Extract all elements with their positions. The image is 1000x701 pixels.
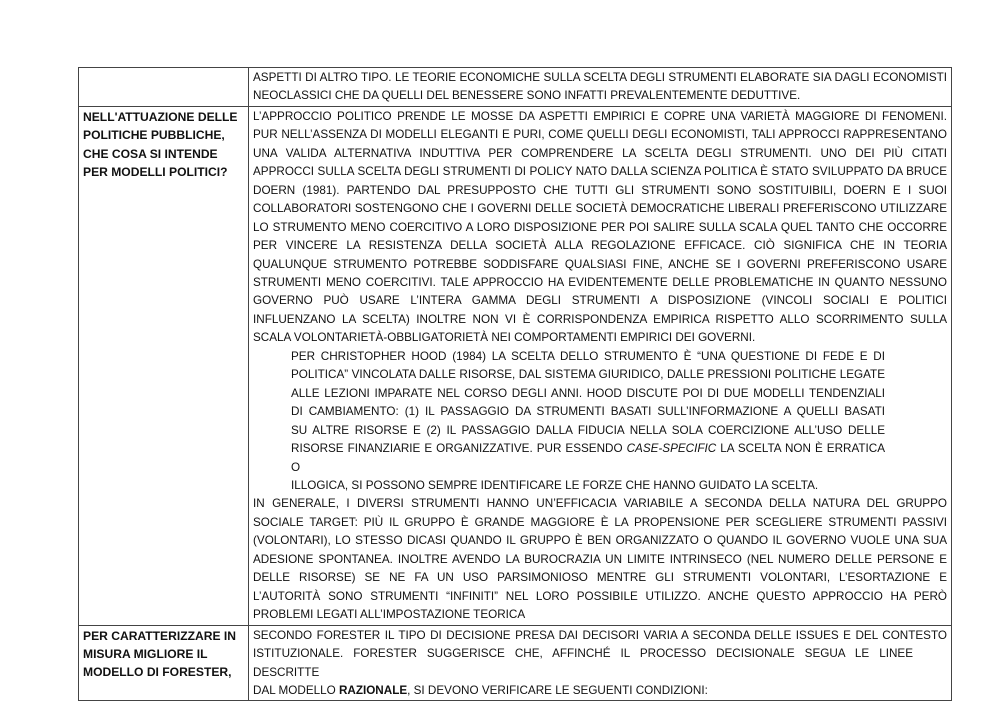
quote-line: [291, 440, 885, 477]
answer-text: , SI DEVONO VERIFICARE LE SEGUENTI CONDIZIONI:: [407, 683, 708, 697]
quote-line: ILLOGICA, SI POSSONO SEMPRE IDENTIFICARE LE FORZE CHE HANNO GUIDATO LA SCELTA.: [291, 478, 819, 492]
quote-text: RISORSE FINANZIARIE E ORGANIZZATIVE. PUR ESSENDO: [291, 442, 627, 456]
answer-line: PUR NELL’ASSENZA DI MODELLI ELEGANTI E PURI, COME QUELLI DEGLI ECONOMISTI, TALI APPROCCI RAPPRESENTANO: [253, 128, 947, 142]
answer-line: DELLE RISORSE) SE NE FA UN USO PARSIMONIOSO MENTRE GLI STRUMENTI VOLONTARI, L’ESORTAZIONE E: [253, 571, 947, 585]
question-cell: PER CARATTERIZZARE IN MISURA MIGLIORE IL MODELLO DI FORESTER,: [79, 625, 249, 701]
answer-line: [253, 682, 947, 700]
answer-cell: [249, 68, 952, 107]
answer-line: COLLABORATORI SOSTENGONO CHE I GOVERNI DELLE SOCIETÀ DEMOCRATICHE LIBERALI PREFERISCONO UTILIZZARE: [253, 202, 947, 216]
answer-line: PER VINCERE LA RESISTENZA DELLA SOCIETÀ ALLA REGOLAZIONE EFFICACE. CIÒ SIGNIFICA CHE IN TEORIA: [253, 239, 947, 253]
question-cell: NELL'ATTUAZIONE DELLE POLITICHE PUBBLICHE, CHE COSA SI INTENDE PER MODELLI POLITICI?: [79, 106, 249, 625]
answer-line: NEOCLASSICI CHE DA QUELLI DEL BENESSERE SONO INFATTI PREVALENTEMENTE DEDUTTIVE.: [253, 89, 801, 103]
answer-line: SECONDO FORESTER IL TIPO DI DECISIONE PRESA DAI DECISORI VARIA A SECONDA DELLE ISSUES E DEL CONTESTO: [253, 628, 947, 642]
answer-line: ADESIONE SPONTANEA. INOLTRE AVENDO LA BUROCRAZIA UN LIMITE INTRINSECO (NEL NUMERO DELLE PERSONE E: [253, 552, 947, 566]
answer-line: APPROCCI SULLA SCELTA DEGLI STRUMENTI DI POLICY NATO DALLA SCIENZA POLITICA È STATO SVILUPPATO DA BRUCE: [253, 165, 947, 179]
quote-text: LA SCELTA NON È ERRATICA O: [291, 442, 885, 474]
answer-line: STRUMENTI MENO COERCITIVI. TALE APPROCCIO HA EVIDENTEMENTE DELLE PROBLEMATICHE IN QUANTO NESSUNO: [253, 275, 947, 289]
answer-line: ISTITUZIONALE. FORESTER SUGGERISCE CHE, AFFINCHÉ IL PROCESSO DECISIONALE SEGUA LE LINEE DESCRITTE: [253, 647, 913, 679]
answer-line: L’AUTORITÀ SONO STRUMENTI “INFINITI” NEL LORO POSSIBILE UTILIZZO. ANCHE QUESTO APPROCCIO HA PERÒ: [253, 589, 947, 603]
answer-line: PROBLEMI LEGATI ALL’IMPOSTAZIONE TEORICA: [253, 608, 526, 622]
answer-line: UNA VALIDA ALTERNATIVA INDUTTIVA PER COMPRENDERE LA SCELTA DEGLI STRUMENTI. UNO DEI PIÙ CITATI: [253, 146, 947, 160]
answer-line: INFLUENZANO LA SCELTA) INOLTRE NON VI È CORRISPONDENZA EMPIRICA RISPETTO ALLO SCORRIMENTO SULLA: [253, 312, 947, 326]
bold-keyword: RAZIONALE: [338, 683, 408, 697]
answer-line: QUALUNQUE STRUMENTO POTREBBE SODDISFARE QUALSIASI FINE, ANCHE SE I GOVERNI PREFERISCONO USARE: [253, 257, 947, 271]
answer-line: SOCIALE TARGET: PIÙ IL GRUPPO È GRANDE MAGGIORE È LA PROPENSIONE PER SCEGLIERE STRUMENTI PASSIVI: [253, 515, 947, 529]
answer-cell: [249, 625, 952, 701]
quote-line: DI CAMBIAMENTO: (1) IL PASSAGGIO DA STRUMENTI BASATI SULL’INFORMAZIONE A QUELLI BASATI: [291, 405, 885, 419]
table-row: [79, 625, 952, 701]
answer-line: ASPETTI DI ALTRO TIPO. LE TEORIE ECONOMICHE SULLA SCELTA DEGLI STRUMENTI ELABORATE SIA DAGLI ECONOMISTI: [253, 71, 947, 84]
answer-line: LO STRUMENTO MENO COERCITIVO A LORO DISPOSIZIONE PER POI SALIRE SULLA SCALA QUEL TANTO CHE OCCORRE: [253, 220, 947, 234]
answer-line: (VOLONTARI), LO STESSO DICASI QUANDO IL GRUPPO È BEN ORGANIZZATO O QUANDO IL GOVERNO VUOLE UNA SUA: [253, 534, 947, 548]
quote-line: ALLE LEZIONI IMPARATE NEL CORSO DEGLI ANNI. HOOD DISCUTE POI DI DUE MODELLI TENDENZIALI: [291, 386, 885, 400]
answer-line: GOVERNO PUÒ USARE L’INTERA GAMMA DEGLI STRUMENTI A DISPOSIZIONE (VINCOLI SOCIALI E POLITICI: [253, 294, 947, 308]
answer-line: IN GENERALE, I DIVERSI STRUMENTI HANNO UN’EFFICACIA VARIABILE A SECONDA DELLA NATURA DEL GRUPPO: [253, 497, 947, 511]
quote-line: SU ALTRE RISORSE E (2) IL PASSAGGIO DALLA FIDUCIA NELLA SOLA COERCIZIONE ALL’USO DELLE: [291, 423, 885, 437]
table-row: [79, 106, 952, 625]
quote-line: PER CHRISTOPHER HOOD (1984) LA SCELTA DELLO STRUMENTO È “UNA QUESTIONE DI FEDE E DI: [291, 349, 885, 363]
question-cell: [79, 68, 249, 107]
answer-line: L’APPROCCIO POLITICO PRENDE LE MOSSE DA ASPETTI EMPIRICI E COPRE UNA VARIETÀ MAGGIORE DI FENOMENI.: [253, 109, 947, 123]
document-table: [78, 67, 952, 701]
indented-quote: [291, 348, 885, 496]
emphasis-text: CASE-SPECIFIC: [626, 442, 717, 456]
answer-line: SCALA VOLONTARIETÀ-OBBLIGATORIETÀ NEI COMPORTAMENTI EMPIRICI DEI GOVERNI.: [253, 331, 756, 345]
answer-line: DOERN (1981). PARTENDO DAL PRESUPPOSTO CHE TUTTI GLI STRUMENTI SONO SOSTITUIBILI, DOERN E I SUOI: [253, 183, 947, 197]
answer-text: DAL MODELLO: [253, 683, 339, 697]
quote-line: POLITICA” VINCOLATA DALLE RISORSE, DAL SISTEMA GIURIDICO, DALLE PRESSIONI POLITICHE LEGATE: [291, 368, 885, 382]
table-row: [79, 68, 952, 107]
answer-cell: [249, 106, 952, 625]
